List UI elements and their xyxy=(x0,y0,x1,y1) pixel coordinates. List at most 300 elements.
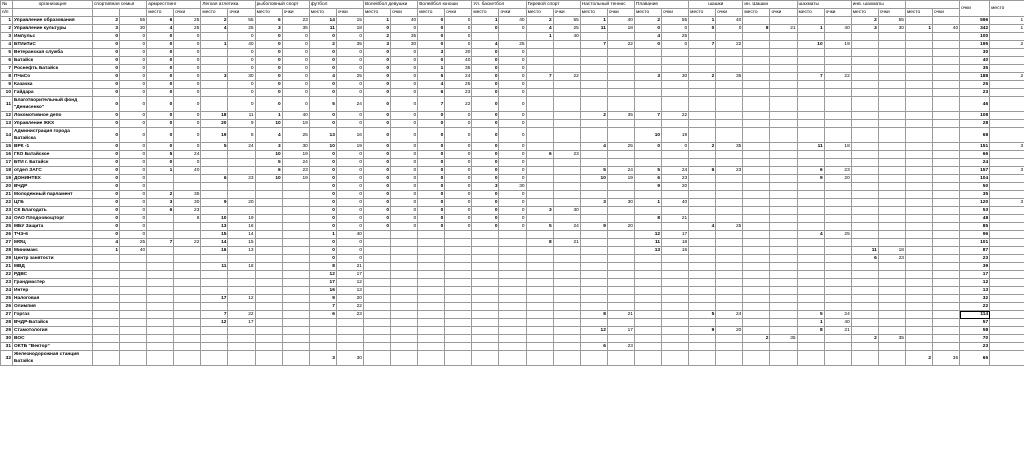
total-points-cell[interactable]: 23 xyxy=(960,89,990,97)
place-cell[interactable]: 6 xyxy=(147,207,174,215)
place-cell[interactable] xyxy=(472,295,499,303)
points-cell[interactable] xyxy=(553,143,580,151)
place-cell[interactable]: 0 xyxy=(472,89,499,97)
points-cell[interactable] xyxy=(933,311,960,319)
place-cell[interactable]: 3 xyxy=(93,25,120,33)
final-place-cell[interactable] xyxy=(990,343,1024,351)
final-place-cell[interactable]: 2 xyxy=(990,41,1024,49)
organization-name[interactable]: Олимпия xyxy=(13,303,93,311)
place-cell[interactable] xyxy=(255,183,282,191)
place-cell[interactable] xyxy=(851,319,878,327)
points-cell[interactable] xyxy=(933,287,960,295)
place-cell[interactable] xyxy=(472,271,499,279)
place-cell[interactable]: 0 xyxy=(93,128,120,143)
place-cell[interactable] xyxy=(905,159,932,167)
points-cell[interactable] xyxy=(607,73,634,81)
points-cell[interactable] xyxy=(607,49,634,57)
points-cell[interactable]: 24 xyxy=(282,159,309,167)
place-cell[interactable] xyxy=(580,73,607,81)
points-cell[interactable]: 19 xyxy=(282,175,309,183)
final-place-cell[interactable] xyxy=(990,263,1024,271)
points-cell[interactable]: 0 xyxy=(228,81,255,89)
points-cell[interactable] xyxy=(662,279,689,287)
points-cell[interactable] xyxy=(716,112,743,120)
points-cell[interactable] xyxy=(878,128,905,143)
place-cell[interactable]: 11 xyxy=(580,25,607,33)
place-cell[interactable] xyxy=(905,33,932,41)
points-cell[interactable]: 0 xyxy=(499,215,526,223)
place-cell[interactable] xyxy=(580,255,607,263)
place-cell[interactable]: 0 xyxy=(93,183,120,191)
points-cell[interactable] xyxy=(662,49,689,57)
points-cell[interactable] xyxy=(824,295,851,303)
points-cell[interactable] xyxy=(499,271,526,279)
points-cell[interactable] xyxy=(553,112,580,120)
place-cell[interactable]: 10 xyxy=(797,41,824,49)
place-cell[interactable] xyxy=(797,255,824,263)
place-cell[interactable] xyxy=(147,319,174,327)
points-cell[interactable]: 0 xyxy=(120,167,147,175)
organization-name[interactable]: Батайск xyxy=(13,57,93,65)
points-cell[interactable]: 0 xyxy=(282,73,309,81)
place-cell[interactable] xyxy=(743,159,770,167)
total-points-cell[interactable]: 12 xyxy=(960,279,990,287)
place-cell[interactable]: 0 xyxy=(147,89,174,97)
points-cell[interactable]: 30 xyxy=(553,207,580,215)
points-cell[interactable]: 0 xyxy=(391,112,418,120)
place-cell[interactable] xyxy=(147,327,174,335)
points-cell[interactable] xyxy=(662,343,689,351)
place-cell[interactable] xyxy=(472,231,499,239)
points-cell[interactable] xyxy=(607,57,634,65)
points-cell[interactable] xyxy=(607,255,634,263)
points-cell[interactable] xyxy=(336,343,363,351)
place-cell[interactable]: 0 xyxy=(93,112,120,120)
place-cell[interactable]: 13 xyxy=(634,247,661,255)
place-cell[interactable] xyxy=(797,112,824,120)
points-cell[interactable] xyxy=(120,263,147,271)
place-cell[interactable]: 8 xyxy=(797,327,824,335)
points-cell[interactable] xyxy=(607,33,634,41)
place-cell[interactable] xyxy=(689,351,716,366)
points-cell[interactable]: 24 xyxy=(445,73,472,81)
points-cell[interactable] xyxy=(770,128,797,143)
place-cell[interactable] xyxy=(797,89,824,97)
points-cell[interactable] xyxy=(878,183,905,191)
place-cell[interactable]: 13 xyxy=(201,223,228,231)
points-cell[interactable] xyxy=(553,295,580,303)
points-cell[interactable] xyxy=(770,81,797,89)
total-points-cell[interactable]: 120 xyxy=(960,199,990,207)
points-cell[interactable] xyxy=(553,57,580,65)
place-cell[interactable]: 6 xyxy=(634,175,661,183)
points-cell[interactable] xyxy=(120,303,147,311)
place-cell[interactable] xyxy=(147,271,174,279)
place-cell[interactable] xyxy=(689,151,716,159)
points-cell[interactable] xyxy=(933,17,960,25)
place-cell[interactable]: 7 xyxy=(147,239,174,247)
place-cell[interactable] xyxy=(689,65,716,73)
place-cell[interactable]: 9 xyxy=(689,327,716,335)
points-cell[interactable]: 0 xyxy=(445,120,472,128)
points-cell[interactable] xyxy=(662,159,689,167)
points-cell[interactable] xyxy=(391,303,418,311)
place-cell[interactable]: 0 xyxy=(472,25,499,33)
points-cell[interactable] xyxy=(228,335,255,343)
points-cell[interactable] xyxy=(391,327,418,335)
place-cell[interactable]: 0 xyxy=(472,175,499,183)
place-cell[interactable]: 17 xyxy=(309,279,336,287)
place-cell[interactable] xyxy=(689,159,716,167)
place-cell[interactable] xyxy=(797,57,824,65)
place-cell[interactable] xyxy=(851,231,878,239)
place-cell[interactable]: 3 xyxy=(147,199,174,207)
points-cell[interactable]: 20 xyxy=(824,175,851,183)
place-cell[interactable]: 0 xyxy=(418,41,445,49)
place-cell[interactable] xyxy=(418,239,445,247)
points-cell[interactable] xyxy=(824,223,851,231)
place-cell[interactable] xyxy=(797,343,824,351)
place-cell[interactable] xyxy=(743,41,770,49)
place-cell[interactable] xyxy=(851,112,878,120)
points-cell[interactable] xyxy=(228,287,255,295)
points-cell[interactable] xyxy=(120,271,147,279)
place-cell[interactable] xyxy=(797,183,824,191)
place-cell[interactable] xyxy=(526,81,553,89)
points-cell[interactable] xyxy=(553,128,580,143)
place-cell[interactable] xyxy=(526,311,553,319)
place-cell[interactable]: 0 xyxy=(363,120,390,128)
place-cell[interactable] xyxy=(255,223,282,231)
place-cell[interactable] xyxy=(526,41,553,49)
points-cell[interactable] xyxy=(174,287,201,295)
points-cell[interactable] xyxy=(878,41,905,49)
place-cell[interactable]: 2 xyxy=(580,112,607,120)
place-cell[interactable] xyxy=(147,295,174,303)
place-cell[interactable]: 3 xyxy=(634,73,661,81)
place-cell[interactable]: 12 xyxy=(634,231,661,239)
total-points-cell[interactable]: 65 xyxy=(960,351,990,366)
points-cell[interactable]: 17 xyxy=(228,319,255,327)
points-cell[interactable]: 0 xyxy=(336,65,363,73)
points-cell[interactable] xyxy=(933,295,960,303)
place-cell[interactable]: 2 xyxy=(905,351,932,366)
points-cell[interactable]: 30 xyxy=(336,351,363,366)
points-cell[interactable] xyxy=(933,65,960,73)
organization-name[interactable]: Казачка xyxy=(13,81,93,89)
points-cell[interactable] xyxy=(716,57,743,65)
points-cell[interactable] xyxy=(607,128,634,143)
organization-name[interactable]: Управление ЖКХ xyxy=(13,120,93,128)
points-cell[interactable] xyxy=(553,263,580,271)
place-cell[interactable] xyxy=(526,199,553,207)
points-cell[interactable] xyxy=(933,223,960,231)
place-cell[interactable]: 0 xyxy=(147,49,174,57)
place-cell[interactable]: 0 xyxy=(472,151,499,159)
points-cell[interactable] xyxy=(933,73,960,81)
points-cell[interactable]: 30 xyxy=(228,73,255,81)
place-cell[interactable] xyxy=(255,215,282,223)
points-cell[interactable]: 0 xyxy=(445,215,472,223)
place-cell[interactable] xyxy=(634,89,661,97)
place-cell[interactable]: 0 xyxy=(363,183,390,191)
points-cell[interactable]: 15 xyxy=(336,17,363,25)
final-place-cell[interactable] xyxy=(990,65,1024,73)
points-cell[interactable]: 8 xyxy=(228,128,255,143)
points-cell[interactable] xyxy=(824,57,851,65)
place-cell[interactable] xyxy=(743,112,770,120)
points-cell[interactable] xyxy=(716,65,743,73)
points-cell[interactable] xyxy=(553,183,580,191)
place-cell[interactable]: 0 xyxy=(363,112,390,120)
place-cell[interactable] xyxy=(743,175,770,183)
points-cell[interactable]: 0 xyxy=(336,255,363,263)
points-cell[interactable] xyxy=(716,97,743,112)
place-cell[interactable] xyxy=(905,279,932,287)
points-cell[interactable] xyxy=(770,191,797,199)
organization-name[interactable]: Минимакс xyxy=(13,247,93,255)
place-cell[interactable]: 0 xyxy=(418,223,445,231)
points-cell[interactable]: 22 xyxy=(662,112,689,120)
points-cell[interactable]: 0 xyxy=(391,175,418,183)
points-cell[interactable]: 30 xyxy=(607,199,634,207)
place-cell[interactable]: 4 xyxy=(93,239,120,247)
points-cell[interactable] xyxy=(933,263,960,271)
place-cell[interactable] xyxy=(689,89,716,97)
place-cell[interactable] xyxy=(689,215,716,223)
place-cell[interactable] xyxy=(580,239,607,247)
place-cell[interactable]: 5 xyxy=(147,151,174,159)
points-cell[interactable] xyxy=(174,223,201,231)
points-cell[interactable] xyxy=(770,343,797,351)
place-cell[interactable]: 0 xyxy=(255,73,282,81)
points-cell[interactable]: 0 xyxy=(174,49,201,57)
points-cell[interactable]: 0 xyxy=(120,112,147,120)
points-cell[interactable] xyxy=(391,271,418,279)
place-cell[interactable] xyxy=(689,319,716,327)
total-points-cell[interactable]: 151 xyxy=(960,143,990,151)
points-cell[interactable]: 18 xyxy=(228,263,255,271)
place-cell[interactable]: 10 xyxy=(201,215,228,223)
place-cell[interactable] xyxy=(797,247,824,255)
place-cell[interactable] xyxy=(147,303,174,311)
points-cell[interactable]: 21 xyxy=(824,327,851,335)
place-cell[interactable]: 16 xyxy=(201,247,228,255)
place-cell[interactable] xyxy=(472,351,499,366)
total-points-cell[interactable]: 108 xyxy=(960,112,990,120)
place-cell[interactable] xyxy=(797,351,824,366)
points-cell[interactable]: 0 xyxy=(445,41,472,49)
points-cell[interactable]: 0 xyxy=(445,143,472,151)
place-cell[interactable] xyxy=(634,120,661,128)
points-cell[interactable]: 25 xyxy=(120,239,147,247)
points-cell[interactable] xyxy=(716,175,743,183)
points-cell[interactable] xyxy=(662,89,689,97)
points-cell[interactable] xyxy=(933,255,960,263)
place-cell[interactable] xyxy=(689,287,716,295)
points-cell[interactable] xyxy=(662,311,689,319)
final-place-cell[interactable]: 2 xyxy=(990,73,1024,81)
points-cell[interactable] xyxy=(662,191,689,199)
points-cell[interactable]: 0 xyxy=(499,159,526,167)
points-cell[interactable] xyxy=(933,159,960,167)
place-cell[interactable] xyxy=(580,215,607,223)
points-cell[interactable]: 21 xyxy=(553,239,580,247)
points-cell[interactable] xyxy=(770,65,797,73)
points-cell[interactable]: 0 xyxy=(336,57,363,65)
place-cell[interactable]: 0 xyxy=(418,151,445,159)
place-cell[interactable]: 0 xyxy=(418,207,445,215)
place-cell[interactable] xyxy=(905,199,932,207)
points-cell[interactable] xyxy=(716,151,743,159)
points-cell[interactable]: 0 xyxy=(174,65,201,73)
points-cell[interactable] xyxy=(824,239,851,247)
place-cell[interactable]: 11 xyxy=(309,25,336,33)
points-cell[interactable]: 0 xyxy=(174,143,201,151)
place-cell[interactable] xyxy=(526,335,553,343)
points-cell[interactable]: 0 xyxy=(120,183,147,191)
place-cell[interactable] xyxy=(689,199,716,207)
place-cell[interactable] xyxy=(689,183,716,191)
points-cell[interactable]: 0 xyxy=(391,223,418,231)
place-cell[interactable]: 0 xyxy=(309,120,336,128)
points-cell[interactable]: 35 xyxy=(933,351,960,366)
points-cell[interactable] xyxy=(716,183,743,191)
points-cell[interactable]: 0 xyxy=(336,151,363,159)
points-cell[interactable] xyxy=(933,143,960,151)
points-cell[interactable] xyxy=(933,215,960,223)
points-cell[interactable]: 0 xyxy=(391,89,418,97)
place-cell[interactable] xyxy=(905,295,932,303)
place-cell[interactable]: 0 xyxy=(309,112,336,120)
place-cell[interactable] xyxy=(743,81,770,89)
place-cell[interactable]: 2 xyxy=(634,17,661,25)
points-cell[interactable]: 0 xyxy=(120,199,147,207)
place-cell[interactable] xyxy=(797,239,824,247)
place-cell[interactable] xyxy=(418,255,445,263)
place-cell[interactable] xyxy=(797,335,824,343)
points-cell[interactable] xyxy=(607,239,634,247)
place-cell[interactable] xyxy=(201,271,228,279)
place-cell[interactable]: 2 xyxy=(851,17,878,25)
points-cell[interactable] xyxy=(336,327,363,335)
final-place-cell[interactable] xyxy=(990,120,1024,128)
points-cell[interactable]: 40 xyxy=(662,199,689,207)
place-cell[interactable] xyxy=(905,112,932,120)
place-cell[interactable] xyxy=(580,81,607,89)
place-cell[interactable] xyxy=(580,319,607,327)
place-cell[interactable] xyxy=(905,73,932,81)
points-cell[interactable]: 0 xyxy=(282,97,309,112)
place-cell[interactable] xyxy=(147,255,174,263)
place-cell[interactable] xyxy=(743,247,770,255)
organization-name[interactable]: Грандмастер xyxy=(13,279,93,287)
points-cell[interactable] xyxy=(553,279,580,287)
final-place-cell[interactable] xyxy=(990,279,1024,287)
place-cell[interactable]: 0 xyxy=(93,41,120,49)
place-cell[interactable] xyxy=(255,255,282,263)
place-cell[interactable]: 9 xyxy=(580,223,607,231)
place-cell[interactable] xyxy=(634,151,661,159)
points-cell[interactable] xyxy=(716,120,743,128)
place-cell[interactable] xyxy=(743,120,770,128)
place-cell[interactable] xyxy=(526,231,553,239)
points-cell[interactable] xyxy=(553,167,580,175)
place-cell[interactable] xyxy=(905,57,932,65)
place-cell[interactable] xyxy=(905,191,932,199)
place-cell[interactable]: 0 xyxy=(93,57,120,65)
organization-name[interactable]: Ветеранская служба xyxy=(13,49,93,57)
points-cell[interactable]: 0 xyxy=(445,183,472,191)
points-cell[interactable]: 40 xyxy=(607,17,634,25)
place-cell[interactable]: 0 xyxy=(363,151,390,159)
place-cell[interactable] xyxy=(255,199,282,207)
organization-name[interactable]: ОАО Плодоовощторг xyxy=(13,215,93,223)
points-cell[interactable]: 0 xyxy=(336,49,363,57)
points-cell[interactable] xyxy=(228,255,255,263)
points-cell[interactable]: 40 xyxy=(824,319,851,327)
place-cell[interactable] xyxy=(363,295,390,303)
total-points-cell[interactable]: 104 xyxy=(960,175,990,183)
points-cell[interactable]: 0 xyxy=(228,65,255,73)
points-cell[interactable]: 25 xyxy=(445,81,472,89)
points-cell[interactable]: 0 xyxy=(174,112,201,120)
points-cell[interactable]: 18 xyxy=(336,25,363,33)
place-cell[interactable]: 1 xyxy=(147,167,174,175)
points-cell[interactable]: 0 xyxy=(282,41,309,49)
place-cell[interactable] xyxy=(526,128,553,143)
points-cell[interactable] xyxy=(770,279,797,287)
points-cell[interactable] xyxy=(933,151,960,159)
points-cell[interactable] xyxy=(716,49,743,57)
place-cell[interactable] xyxy=(634,311,661,319)
points-cell[interactable] xyxy=(933,343,960,351)
points-cell[interactable] xyxy=(499,279,526,287)
place-cell[interactable]: 0 xyxy=(93,199,120,207)
place-cell[interactable] xyxy=(201,207,228,215)
place-cell[interactable]: 0 xyxy=(93,97,120,112)
organization-name[interactable]: БТИ г. Батайск xyxy=(13,159,93,167)
points-cell[interactable] xyxy=(662,65,689,73)
points-cell[interactable]: 55 xyxy=(553,17,580,25)
points-cell[interactable]: 0 xyxy=(174,41,201,49)
points-cell[interactable] xyxy=(391,335,418,343)
points-cell[interactable]: 0 xyxy=(120,175,147,183)
place-cell[interactable] xyxy=(147,215,174,223)
place-cell[interactable] xyxy=(689,279,716,287)
points-cell[interactable] xyxy=(445,279,472,287)
organization-name[interactable]: Железнодорожная станция Батайск xyxy=(13,351,93,366)
points-cell[interactable] xyxy=(120,319,147,327)
points-cell[interactable]: 0 xyxy=(282,65,309,73)
place-cell[interactable] xyxy=(797,199,824,207)
points-cell[interactable]: 30 xyxy=(445,49,472,57)
place-cell[interactable] xyxy=(905,335,932,343)
points-cell[interactable]: 55 xyxy=(120,17,147,25)
place-cell[interactable]: 3 xyxy=(580,199,607,207)
points-cell[interactable]: 0 xyxy=(336,33,363,41)
points-cell[interactable] xyxy=(282,279,309,287)
final-place-cell[interactable]: 1 xyxy=(990,17,1024,25)
place-cell[interactable] xyxy=(851,311,878,319)
total-points-cell[interactable]: 188 xyxy=(960,73,990,81)
organization-name[interactable]: МФЦ xyxy=(13,239,93,247)
points-cell[interactable]: 40 xyxy=(228,41,255,49)
place-cell[interactable]: 0 xyxy=(418,112,445,120)
points-cell[interactable] xyxy=(770,271,797,279)
points-cell[interactable] xyxy=(716,215,743,223)
points-cell[interactable]: 0 xyxy=(445,223,472,231)
